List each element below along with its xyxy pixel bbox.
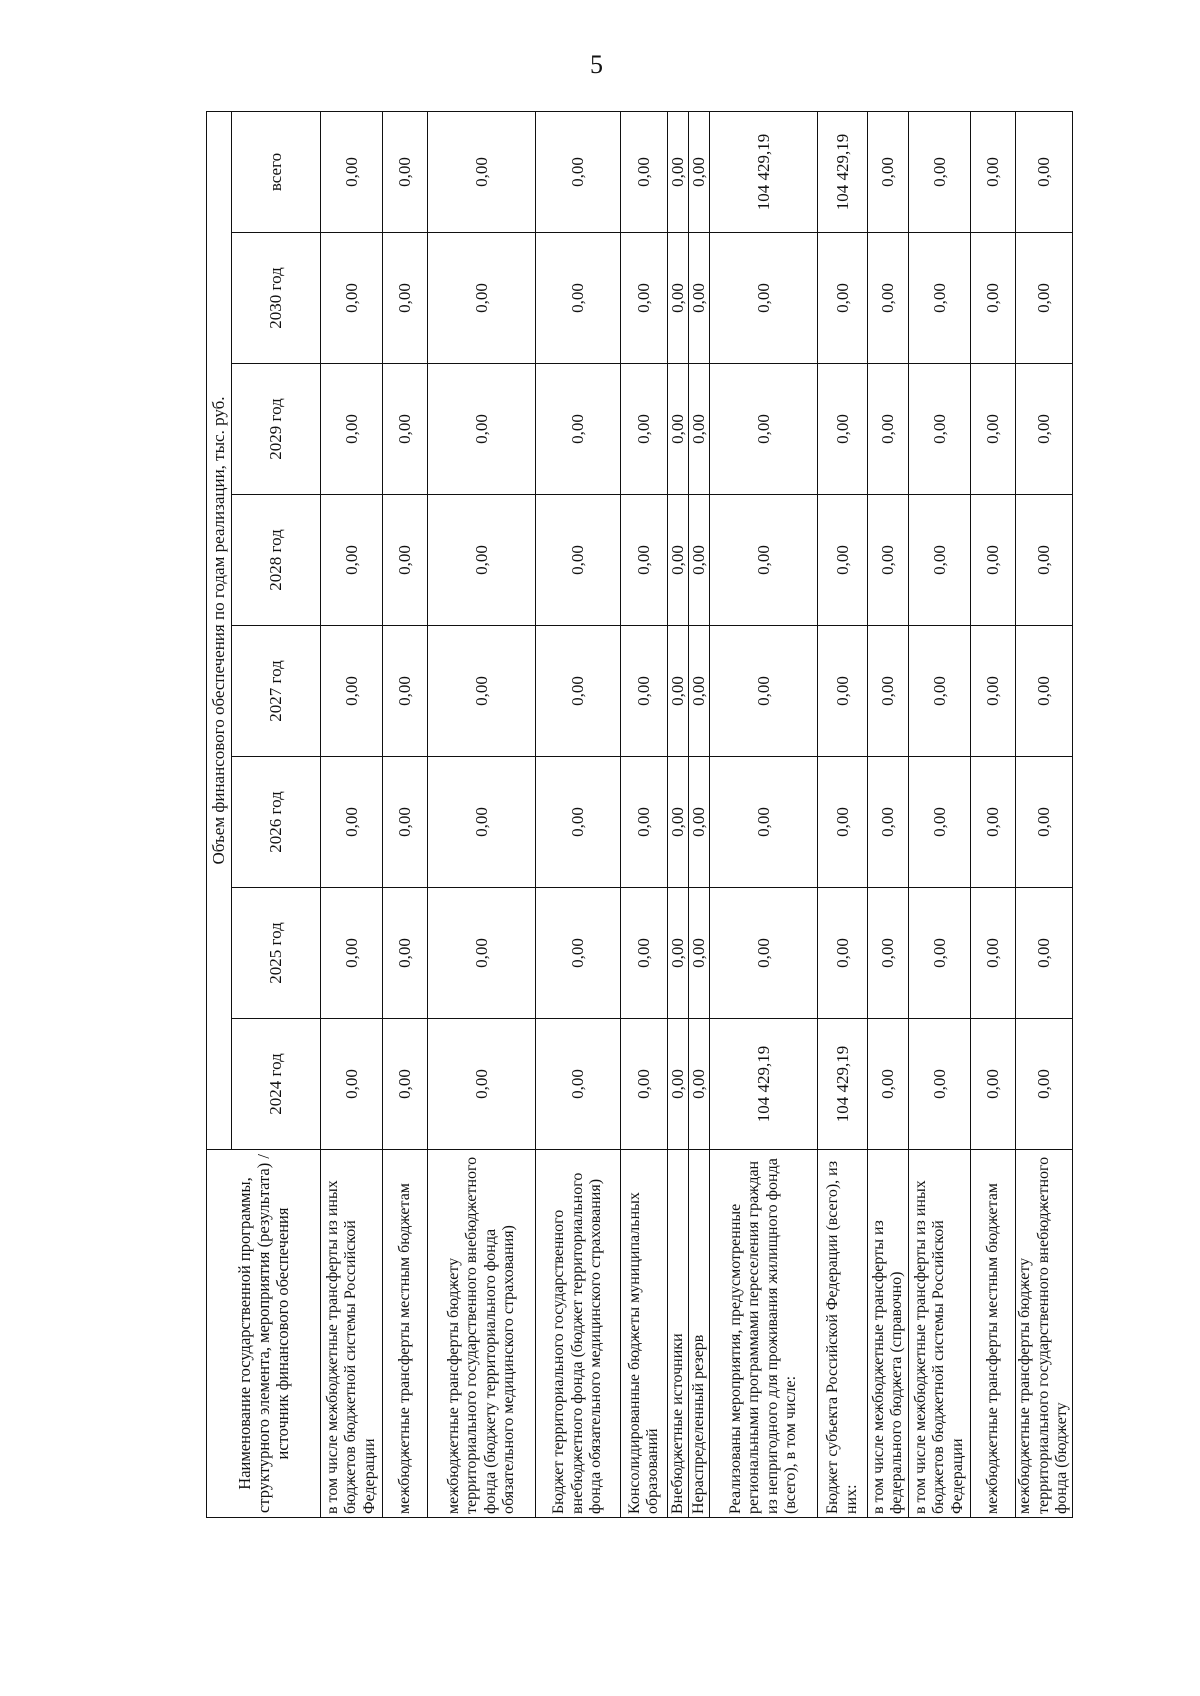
value-cell: 0,00 — [321, 1019, 383, 1150]
value-cell: 0,00 — [689, 364, 710, 495]
value-cell: 0,00 — [536, 757, 621, 888]
total-cell: 0,00 — [668, 111, 689, 232]
value-cell: 0,00 — [668, 364, 689, 495]
value-cell: 0,00 — [710, 495, 818, 626]
value-cell: 0,00 — [428, 626, 536, 757]
value-cell: 0,00 — [909, 626, 971, 757]
value-cell: 0,00 — [689, 233, 710, 364]
value-cell: 104 429,19 — [710, 1019, 818, 1150]
value-cell: 0,00 — [668, 888, 689, 1019]
value-cell: 0,00 — [971, 495, 1016, 626]
value-cell: 0,00 — [383, 364, 428, 495]
value-cell: 0,00 — [428, 1019, 536, 1150]
table-row — [710, 111, 818, 1517]
value-cell: 0,00 — [668, 757, 689, 888]
total-cell: 0,00 — [1016, 111, 1073, 232]
total-cell: 0,00 — [428, 111, 536, 232]
value-cell: 0,00 — [909, 364, 971, 495]
total-cell: 0,00 — [383, 111, 428, 232]
value-cell: 0,00 — [868, 626, 909, 757]
total-cell: 0,00 — [621, 111, 668, 232]
value-cell: 104 429,19 — [818, 1019, 868, 1150]
value-cell: 0,00 — [971, 1019, 1016, 1150]
value-cell: 0,00 — [1016, 626, 1073, 757]
value-cell: 0,00 — [1016, 888, 1073, 1019]
value-cell: 0,00 — [428, 364, 536, 495]
value-cell: 0,00 — [710, 888, 818, 1019]
year-header-2029: 2029 год — [232, 364, 321, 495]
value-cell: 0,00 — [818, 364, 868, 495]
value-cell: 0,00 — [383, 888, 428, 1019]
value-cell: 0,00 — [818, 757, 868, 888]
row-label: Нераспределенный резерв — [689, 1150, 710, 1518]
value-cell: 0,00 — [909, 888, 971, 1019]
row-label: в том числе межбюджетные трансферты из федерального бюджета (справочно) — [868, 1150, 909, 1518]
value-cell: 0,00 — [383, 757, 428, 888]
rotated-table-wrapper — [206, 112, 1070, 1518]
table-row — [428, 111, 536, 1517]
row-label: в том числе межбюджетные трансферты из иных бюджетов бюджетной системы Российской Федерации — [909, 1150, 971, 1518]
value-cell: 0,00 — [909, 757, 971, 888]
table-row — [383, 111, 428, 1517]
value-cell: 0,00 — [536, 1019, 621, 1150]
value-cell: 0,00 — [668, 626, 689, 757]
value-cell: 0,00 — [321, 888, 383, 1019]
value-cell: 0,00 — [321, 364, 383, 495]
value-cell: 0,00 — [868, 495, 909, 626]
value-cell: 0,00 — [710, 626, 818, 757]
page-number: 5 — [590, 50, 603, 79]
value-cell: 0,00 — [971, 233, 1016, 364]
total-cell: 104 429,19 — [818, 111, 868, 232]
value-cell: 0,00 — [536, 888, 621, 1019]
value-cell: 0,00 — [536, 233, 621, 364]
total-cell: 0,00 — [536, 111, 621, 232]
year-header-2026: 2026 год — [232, 757, 321, 888]
value-cell: 0,00 — [621, 1019, 668, 1150]
year-header-2025: 2025 год — [232, 888, 321, 1019]
value-cell: 0,00 — [689, 626, 710, 757]
value-cell: 0,00 — [621, 364, 668, 495]
row-label: межбюджетные трансферты местным бюджетам — [971, 1150, 1016, 1518]
total-cell: 0,00 — [868, 111, 909, 232]
value-cell: 0,00 — [710, 364, 818, 495]
table-row — [1016, 111, 1073, 1517]
row-label: Реализованы мероприятия, предусмотренные региональными программами переселения граждан из непригодного для проживания жилищного фонда (всего), в том числе: — [710, 1150, 818, 1518]
year-header-total: всего — [232, 111, 321, 232]
table-body — [321, 111, 1073, 1517]
value-cell: 0,00 — [428, 757, 536, 888]
value-cell: 0,00 — [383, 1019, 428, 1150]
value-cell: 0,00 — [321, 233, 383, 364]
row-label: межбюджетные трансферты бюджету территориального государственного внебюджетного фонда (бюджету территориального фонда обязательного медицинского страхования) — [428, 1150, 536, 1518]
value-cell: 0,00 — [536, 626, 621, 757]
value-cell: 0,00 — [971, 888, 1016, 1019]
table-row — [536, 111, 621, 1517]
value-cell: 0,00 — [383, 626, 428, 757]
value-cell: 0,00 — [621, 888, 668, 1019]
value-cell: 0,00 — [971, 364, 1016, 495]
value-cell: 0,00 — [689, 757, 710, 888]
year-header-2024: 2024 год — [232, 1019, 321, 1150]
value-cell: 0,00 — [621, 757, 668, 888]
value-cell: 0,00 — [668, 1019, 689, 1150]
value-cell: 0,00 — [536, 495, 621, 626]
value-cell: 0,00 — [321, 757, 383, 888]
table-row — [321, 111, 383, 1517]
row-label: межбюджетные трансферты бюджету территориального государственного внебюджетного фонда (бюджету — [1016, 1150, 1073, 1518]
value-cell: 0,00 — [689, 888, 710, 1019]
value-cell: 0,00 — [536, 364, 621, 495]
value-cell: 0,00 — [818, 495, 868, 626]
row-label: Консолидированные бюджеты муниципальных образований — [621, 1150, 668, 1518]
value-cell: 0,00 — [909, 495, 971, 626]
row-label: в том числе межбюджетные трансферты из иных бюджетов бюджетной системы Российской Федерации — [321, 1150, 383, 1518]
value-cell: 0,00 — [668, 495, 689, 626]
value-cell: 0,00 — [818, 233, 868, 364]
value-cell: 0,00 — [1016, 233, 1073, 364]
value-cell: 0,00 — [710, 757, 818, 888]
table-row — [668, 111, 689, 1517]
value-cell: 0,00 — [971, 626, 1016, 757]
table-row — [818, 111, 868, 1517]
total-cell: 104 429,19 — [710, 111, 818, 232]
value-cell: 0,00 — [868, 233, 909, 364]
value-cell: 0,00 — [909, 1019, 971, 1150]
value-cell: 0,00 — [1016, 495, 1073, 626]
value-cell: 0,00 — [428, 888, 536, 1019]
value-cell: 0,00 — [818, 626, 868, 757]
value-cell: 0,00 — [621, 233, 668, 364]
financing-group-header: Объем финансового обеспечения по годам реализации, тыс. руб. — [207, 111, 232, 1149]
value-cell: 0,00 — [868, 1019, 909, 1150]
value-cell: 0,00 — [868, 757, 909, 888]
value-cell: 0,00 — [868, 888, 909, 1019]
value-cell: 0,00 — [321, 626, 383, 757]
table-row — [909, 111, 971, 1517]
total-cell: 0,00 — [321, 111, 383, 232]
year-header-2027: 2027 год — [232, 626, 321, 757]
value-cell: 0,00 — [1016, 757, 1073, 888]
value-cell: 0,00 — [710, 233, 818, 364]
value-cell: 0,00 — [321, 495, 383, 626]
value-cell: 0,00 — [668, 233, 689, 364]
financing-table — [206, 111, 1073, 1518]
value-cell: 0,00 — [428, 495, 536, 626]
value-cell: 0,00 — [689, 1019, 710, 1150]
year-header-2028: 2028 год — [232, 495, 321, 626]
value-cell: 0,00 — [1016, 1019, 1073, 1150]
total-cell: 0,00 — [689, 111, 710, 232]
value-cell: 0,00 — [383, 495, 428, 626]
value-cell: 0,00 — [689, 495, 710, 626]
value-cell: 0,00 — [868, 364, 909, 495]
value-cell: 0,00 — [621, 495, 668, 626]
row-label: Бюджет субъекта Российской Федерации (всего), из них: — [818, 1150, 868, 1518]
row-label: межбюджетные трансферты местным бюджетам — [383, 1150, 428, 1518]
row-label: Бюджет территориального государственного внебюджетного фонда (бюджет территориального фонда обязательного медицинского страхования) — [536, 1150, 621, 1518]
table-row — [621, 111, 668, 1517]
table-row — [971, 111, 1016, 1517]
value-cell: 0,00 — [818, 888, 868, 1019]
value-cell: 0,00 — [428, 233, 536, 364]
value-cell: 0,00 — [909, 233, 971, 364]
value-cell: 0,00 — [383, 233, 428, 364]
total-cell: 0,00 — [971, 111, 1016, 232]
value-cell: 0,00 — [1016, 364, 1073, 495]
table-row — [868, 111, 909, 1517]
table-row — [689, 111, 710, 1517]
year-header-2030: 2030 год — [232, 233, 321, 364]
value-cell: 0,00 — [621, 626, 668, 757]
total-cell: 0,00 — [909, 111, 971, 232]
name-column-header: Наименование государственной программы, структурного элемента, мероприятия (результата) / источник финансового обеспечения — [207, 1150, 321, 1518]
row-label: Внебюджетные источники — [668, 1150, 689, 1518]
header-row-top — [207, 111, 232, 1517]
value-cell: 0,00 — [971, 757, 1016, 888]
